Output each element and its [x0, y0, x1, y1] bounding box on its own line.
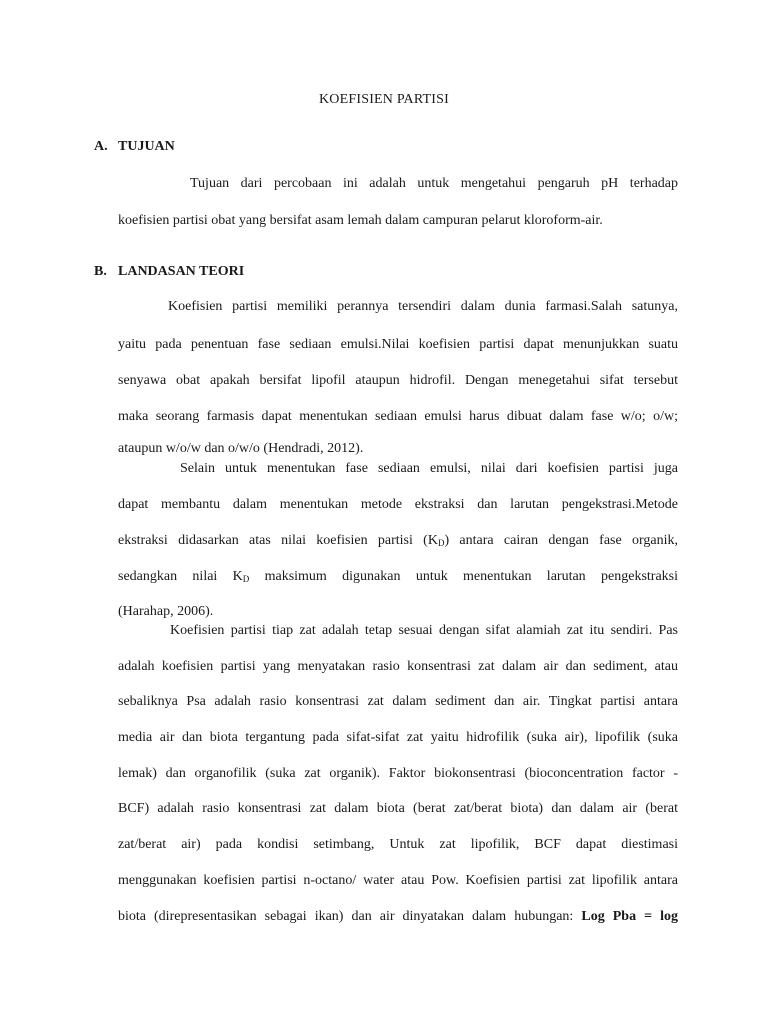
paragraph2-line-3-post: ) antara cairan dengan fase organik,	[444, 533, 679, 548]
paragraph1-line-3: senyawa obat apakah bersifat lipofil ataupun hidrofil. Dengan menegetahui sifat tersebut	[118, 373, 678, 388]
paragraph2-line-4	[118, 568, 678, 588]
paragraph2-line-3-pre: ekstraksi didasarkan atas nilai koefisien partisi (K	[118, 533, 438, 548]
paragraph3-line-9-text: biota (direpresentasikan sebagai ikan) dan air dinyatakan dalam hubungan:	[118, 909, 574, 924]
paragraph2-line-2: dapat membantu dalam menentukan metode ekstraksi dan larutan pengekstrasi.Metode	[118, 497, 678, 512]
paragraph3-line-4: media air dan biota tergantung pada sifat-sifat zat yaitu hidrofilik (suka air), lipofilik (suka	[118, 730, 678, 745]
paragraph1-line-1: Koefisien partisi memiliki perannya tersendiri dalam dunia farmasi.Salah satunya,	[168, 299, 678, 314]
paragraph2-line-5: (Harahap, 2006).	[118, 604, 214, 619]
paragraph2-line-1: Selain untuk menentukan fase sediaan emulsi, nilai dari koefisien partisi juga	[180, 461, 678, 476]
section-a-line-1: Tujuan dari percobaan ini adalah untuk mengetahui pengaruh pH terhadap	[190, 176, 678, 191]
paragraph1-line-2: yaitu pada penentuan fase sediaan emulsi.Nilai koefisien partisi dapat menunjukkan suatu	[118, 337, 678, 352]
paragraph3-line-8: menggunakan koefisien partisi n-octano/ water atau Pow. Koefisien partisi zat lipofilik antara	[118, 873, 678, 888]
paragraph3-line-9	[118, 908, 678, 926]
paragraph3-line-2: adalah koefisien partisi yang menyatakan rasio konsentrasi zat dalam air dan sediment, atau	[118, 659, 678, 674]
document-title: KOEFISIEN PARTISI	[318, 92, 449, 107]
log-pba-formula: Log Pba = log	[581, 909, 678, 924]
paragraph3-line-3: sebaliknya Psa adalah rasio konsentrasi zat dalam sediment dan air. Tingkat partisi antara	[118, 694, 678, 709]
section-a-line-2: koefisien partisi obat yang bersifat asam lemah dalam campuran pelarut kloroform-air.	[118, 213, 603, 228]
section-a-title: TUJUAN	[118, 139, 175, 154]
paragraph2-line-4-post: maksimum digunakan untuk menentukan larutan pengekstraksi	[249, 569, 678, 584]
paragraph3-line-6: BCF) adalah rasio konsentrasi zat dalam biota (berat zat/berat biota) dan dalam air (berat	[118, 801, 678, 816]
section-a-heading	[94, 139, 175, 155]
paragraph1-line-4: maka seorang farmasis dapat menentukan sediaan emulsi harus dibuat dalam fase w/o; o/w;	[118, 409, 678, 424]
paragraph3-line-5: lemak) dan organofilik (suka zat organik). Faktor biokonsentrasi (bioconcentration factor -	[118, 766, 678, 781]
paragraph3-line-1: Koefisien partisi tiap zat adalah tetap sesuai dengan sifat alamiah zat itu sendiri. Pas	[170, 623, 678, 638]
kd-subscript: D	[437, 538, 445, 548]
paragraph2-line-4-pre: sedangkan nilai K	[118, 569, 243, 584]
paragraph2-line-3	[118, 532, 678, 552]
section-b-letter: B.	[94, 264, 107, 279]
section-b-heading	[94, 264, 244, 280]
paragraph3-line-7: zat/berat air) pada kondisi setimbang, Untuk zat lipofilik, BCF dapat diestimasi	[118, 837, 678, 852]
kd-subscript-2: D	[242, 574, 250, 584]
section-b-title: LANDASAN TEORI	[118, 264, 245, 279]
section-a-letter: A.	[94, 139, 108, 154]
paragraph1-line-5: ataupun w/o/w dan o/w/o (Hendradi, 2012).	[118, 441, 364, 456]
